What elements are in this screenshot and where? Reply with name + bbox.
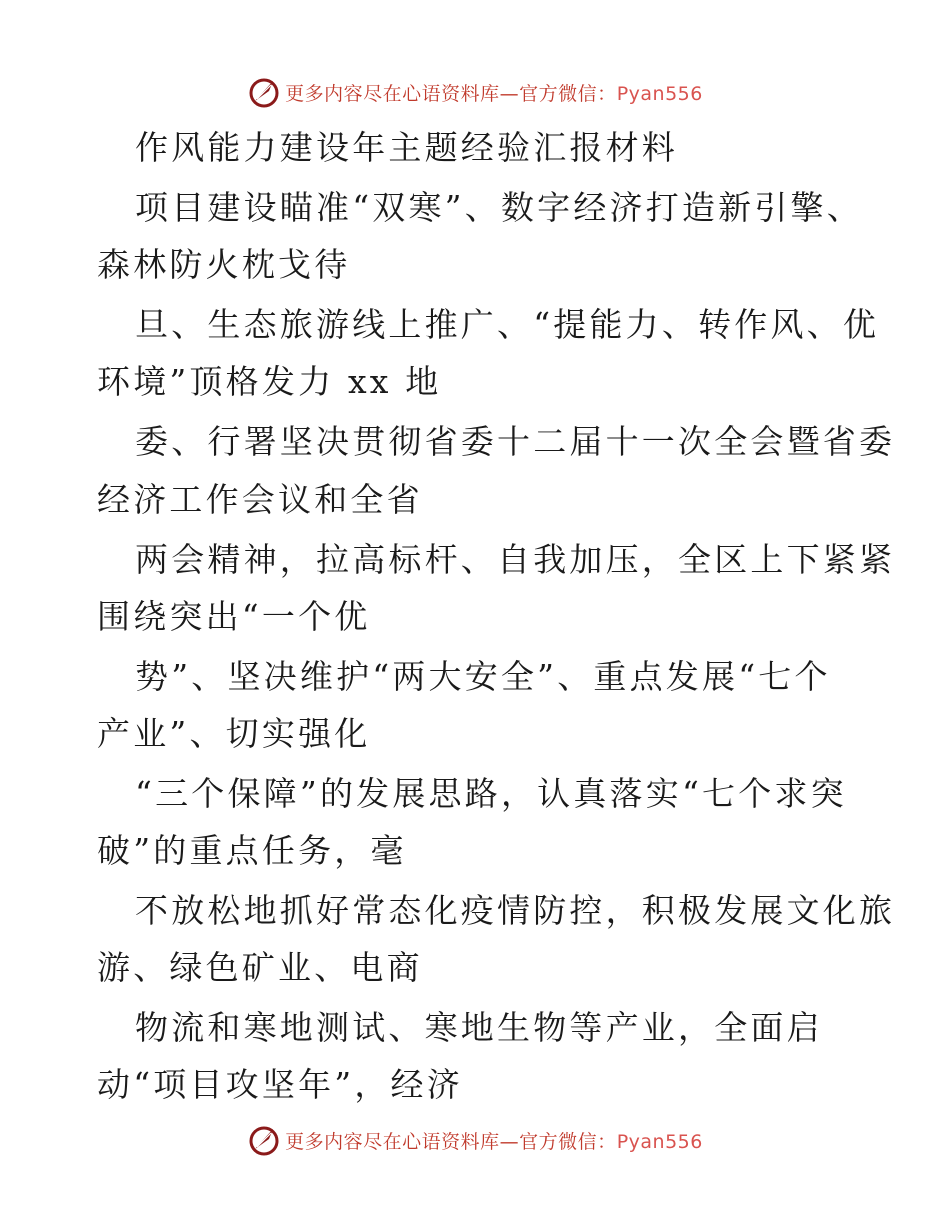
- footer-watermark: [0, 1120, 950, 1160]
- paragraph-line: 围绕突出“一个优: [97, 597, 371, 636]
- watermark-slogan: 更多内容尽在心语资料库: [285, 1130, 500, 1153]
- paragraph-line: 游、绿色矿业、电商: [97, 948, 423, 987]
- feather-logo-icon: [247, 1123, 281, 1157]
- watermark-wechat-label: 官方微信：: [519, 82, 617, 105]
- paragraph-line: 项目建设瞄准“双寒”、数字经济打造新引擎、: [135, 188, 863, 227]
- paragraph-line: 森林防火枕戈待: [97, 245, 351, 284]
- watermark-dash: —: [499, 82, 520, 105]
- watermark-slogan: 更多内容尽在心语资料库: [285, 82, 500, 105]
- watermark-wechat-label: 官方微信：: [519, 1130, 617, 1153]
- paragraph-line: 势”、坚决维护“两大安全”、重点发展“七个: [135, 657, 831, 696]
- paragraph-line: 产业”、切实强化: [97, 714, 371, 753]
- watermark-wechat-id: Pyan556: [616, 82, 703, 105]
- paragraph-line: 动“项目攻坚年”，经济: [97, 1065, 463, 1104]
- watermark-wechat-id: Pyan556: [616, 1130, 703, 1153]
- feather-logo-icon: [247, 75, 281, 109]
- watermark-dash: —: [499, 1130, 520, 1153]
- paragraph-line: 旦、生态旅游线上推广、“提能力、转作风、优: [135, 305, 880, 344]
- document-title: 作风能力建设年主题经验汇报材料: [135, 128, 678, 167]
- watermark-text: [285, 1127, 703, 1154]
- paragraph-line: 破”的重点任务，毫: [97, 831, 407, 870]
- paragraph-line: 环境”顶格发力 xx 地: [97, 362, 442, 401]
- paragraph-line: 不放松地抓好常态化疫情防控，积极发展文化旅: [135, 891, 896, 930]
- paragraph-line: 委、行署坚决贯彻省委十二届十一次全会暨省委: [135, 422, 896, 461]
- watermark-text: [285, 79, 703, 106]
- paragraph-line: “三个保障”的发展思路，认真落实“七个求突: [135, 774, 847, 813]
- paragraph-line: 物流和寒地测试、寒地生物等产业，全面启: [135, 1008, 823, 1047]
- paragraph-line: 经济工作会议和全省: [97, 480, 423, 519]
- header-watermark: [0, 72, 950, 112]
- paragraph-line: 两会精神，拉高标杆、自我加压，全区上下紧紧: [135, 540, 896, 579]
